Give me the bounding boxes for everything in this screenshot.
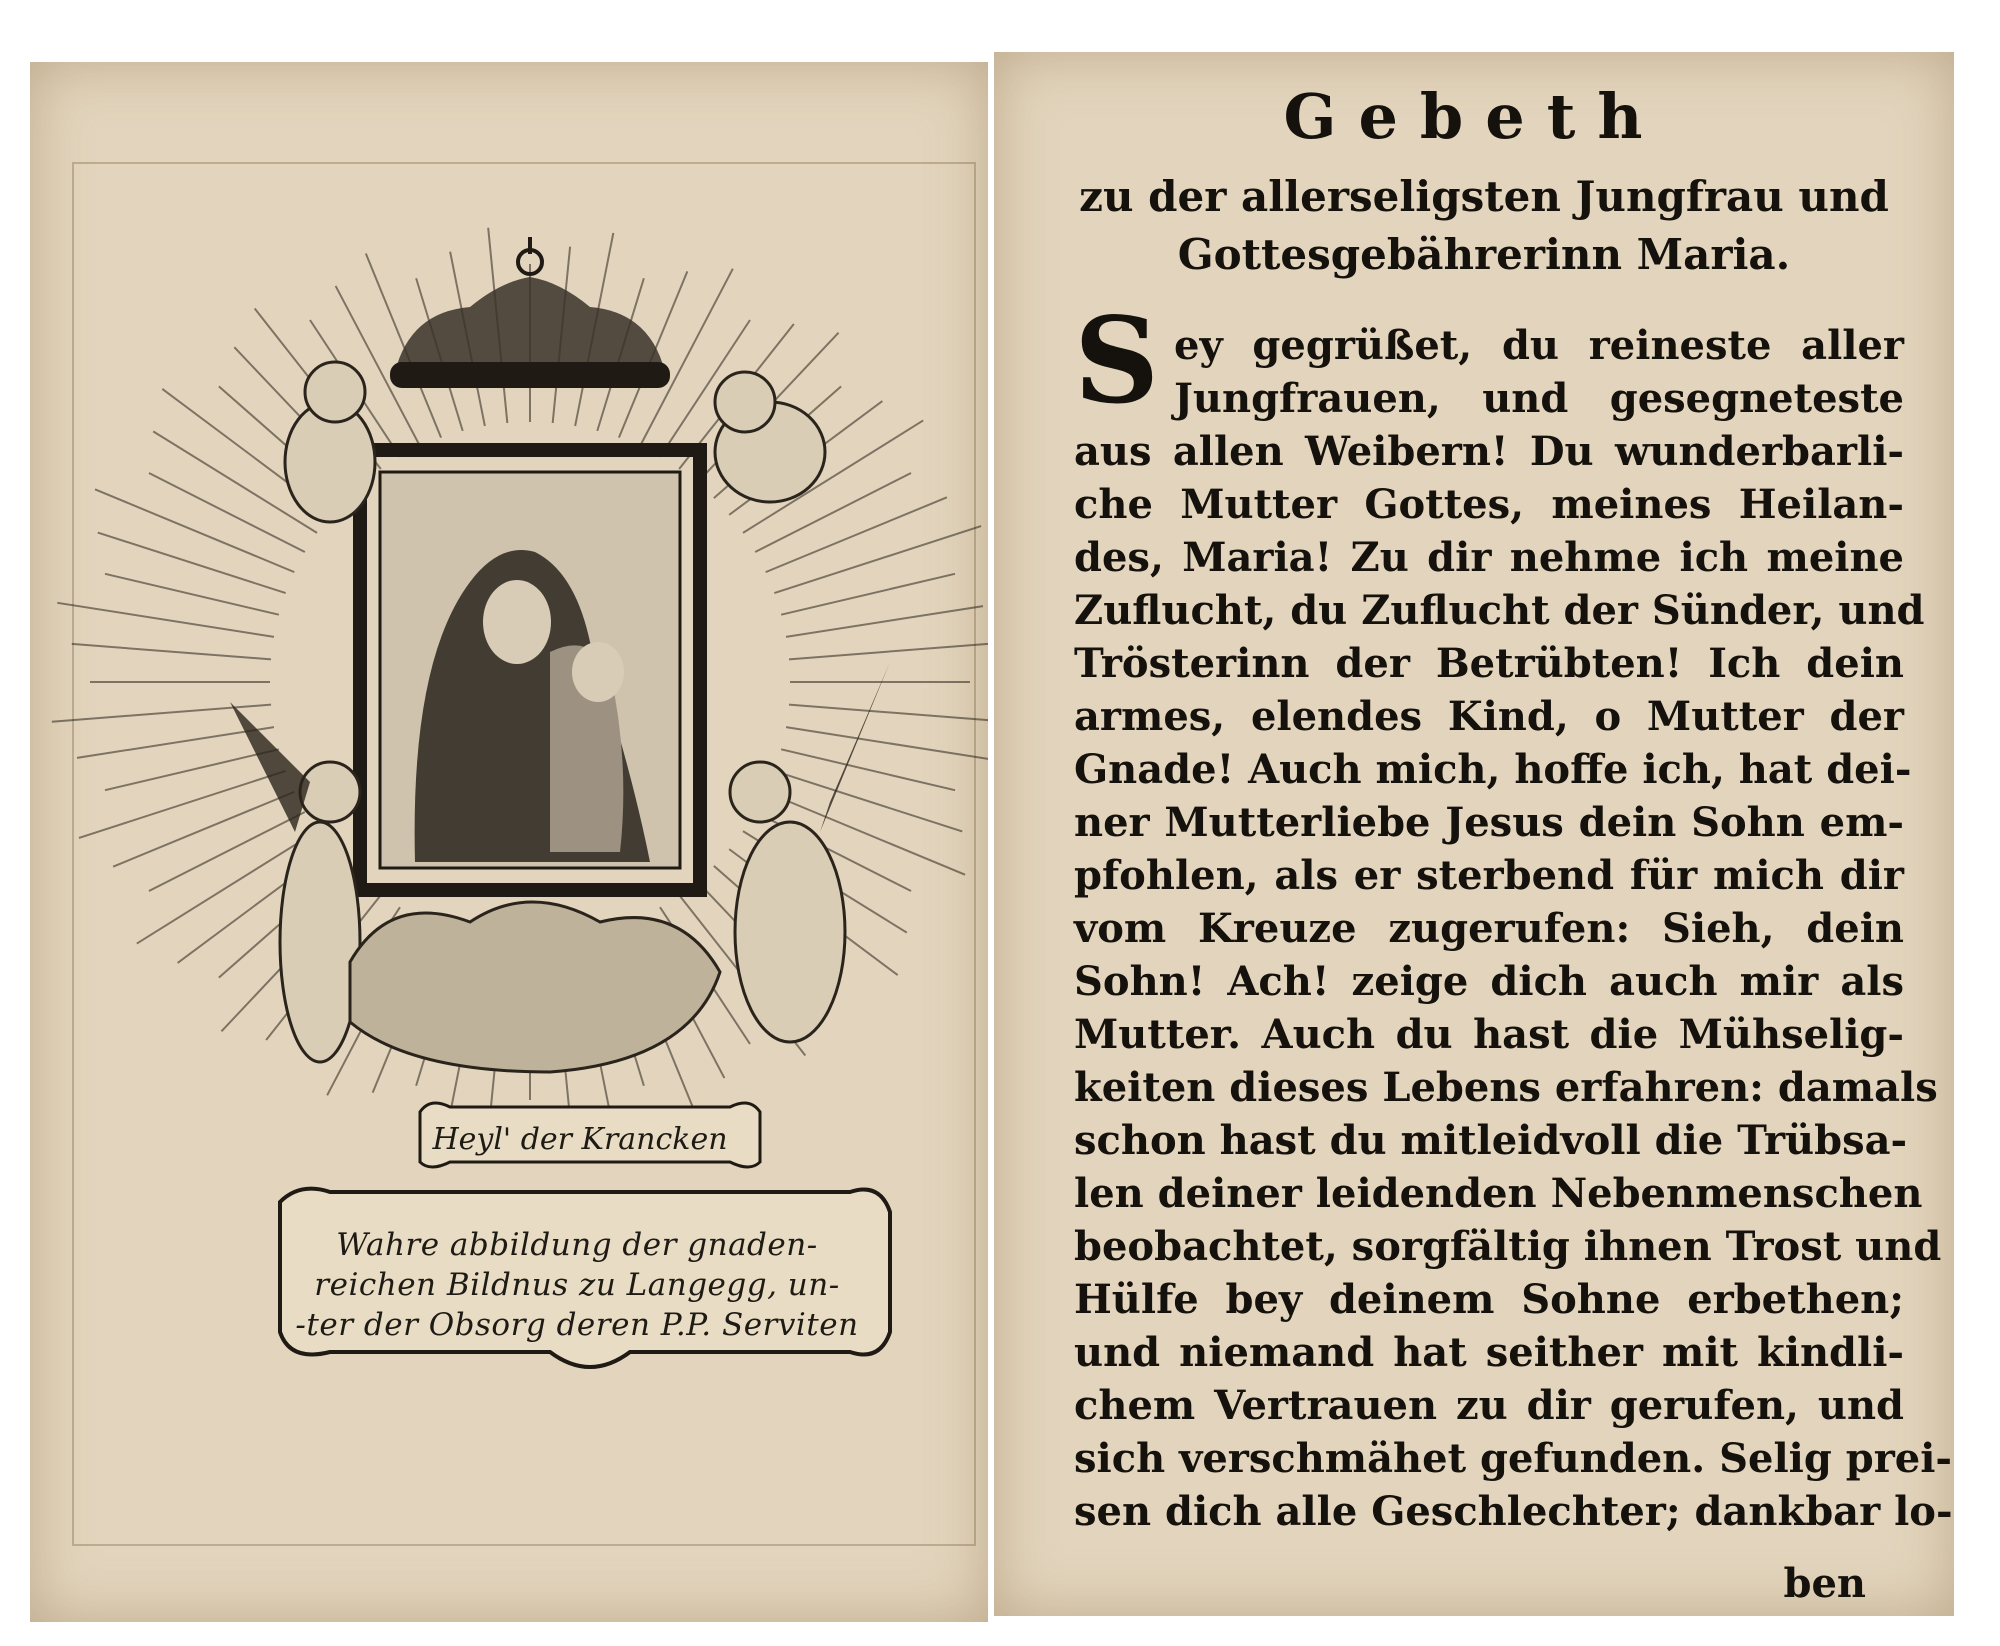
subtitle-line-2: Gottesgebährerinn Maria.	[1177, 230, 1791, 279]
caption-line-1: Wahre abbildung der gnaden-	[336, 1227, 818, 1263]
body-line: Trösterinn der Betrübten! Ich dein	[1074, 640, 1904, 687]
glory-ray	[781, 574, 955, 615]
body-line: Gnade! Auch mich, hoffe ich, hat dei-	[1074, 746, 1912, 793]
body-line: keiten dieses Lebens erfahren: damals	[1074, 1064, 1938, 1111]
body-line: chem Vertrauen zu dir gerufen, und	[1074, 1382, 1904, 1429]
glory-ray	[79, 771, 286, 838]
body-line: Hülfe bey deinem Sohne erbethen;	[1074, 1276, 1904, 1323]
body-line: vom Kreuze zugerufen: Sieh, dein	[1074, 905, 1904, 952]
glory-ray	[789, 642, 988, 659]
body-line: Zuflucht, du Zuflucht der Sünder, und	[1074, 587, 1925, 634]
glory-ray	[781, 749, 955, 790]
caption-line-3: -ter der Obsorg deren P.P. Serviten	[295, 1307, 859, 1343]
body-line: Mutter. Auch du hast die Mühselig-	[1074, 1011, 1904, 1058]
banner-text: Heyl' der Krancken	[432, 1122, 728, 1157]
body-line: Jungfrauen, und gesegneteste	[1174, 375, 1904, 422]
glory-ray	[149, 812, 305, 891]
body-line: len deiner leidenden Nebenmenschen	[1074, 1170, 1923, 1217]
caption-line-2: reichen Bildnus zu Langegg, un-	[314, 1267, 840, 1303]
cloud	[350, 902, 720, 1072]
body-line: schon hast du mitleidvoll die Trübsa-	[1074, 1117, 1908, 1164]
body-line: che Mutter Gottes, meines Heilan-	[1074, 481, 1904, 528]
body-line: aus allen Weibern! Du wunderbarli-	[1074, 428, 1904, 475]
glory-ray	[77, 727, 274, 758]
catchword: ben	[1783, 1560, 1866, 1607]
subtitle-line-1: zu der allerseligsten Jungfrau und	[1079, 172, 1889, 221]
glory-ray	[149, 473, 305, 552]
body-line: beobachtet, sorgfältig ihnen Trost und	[1074, 1223, 1942, 1270]
glory-ray	[105, 749, 279, 790]
body-line: Sohn! Ach! zeige dich auch mir als	[1074, 958, 1904, 1005]
drop-cap: S	[1074, 291, 1160, 430]
body-line: pfohlen, als er sterbend für mich dir	[1074, 852, 1904, 899]
prayer-title: Gebeth	[1283, 80, 1665, 153]
body-line: ey gegrüßet, du reineste aller	[1174, 322, 1904, 369]
glory-ray	[98, 533, 286, 594]
glory-ray	[57, 603, 274, 637]
body-line: des, Maria! Zu dir nehme ich meine	[1074, 534, 1904, 581]
glory-ray	[72, 644, 271, 659]
body-line: ner Mutterliebe Jesus dein Sohn em-	[1074, 799, 1904, 846]
right-page	[994, 52, 1954, 1616]
glory-ray	[774, 526, 981, 593]
body-line: sich verschmähet gefunden. Selig prei-	[1074, 1435, 1953, 1482]
body-line: und niemand hat seither mit kindli-	[1074, 1329, 1904, 1376]
glory-ray	[113, 792, 294, 867]
glory-ray	[766, 497, 947, 572]
madonna-engraving	[30, 62, 988, 1622]
glory-ray	[786, 606, 983, 637]
left-page	[30, 62, 988, 1622]
glory-ray	[774, 771, 962, 832]
picture-frame	[360, 450, 700, 890]
crown-icon	[390, 237, 670, 388]
glory-ray	[789, 705, 988, 720]
body-line: sen dich alle Geschlechter; dankbar lo-	[1074, 1488, 1953, 1535]
glory-ray	[105, 574, 279, 615]
body-line: armes, elendes Kind, o Mutter der	[1074, 693, 1904, 740]
glory-ray	[786, 727, 988, 761]
